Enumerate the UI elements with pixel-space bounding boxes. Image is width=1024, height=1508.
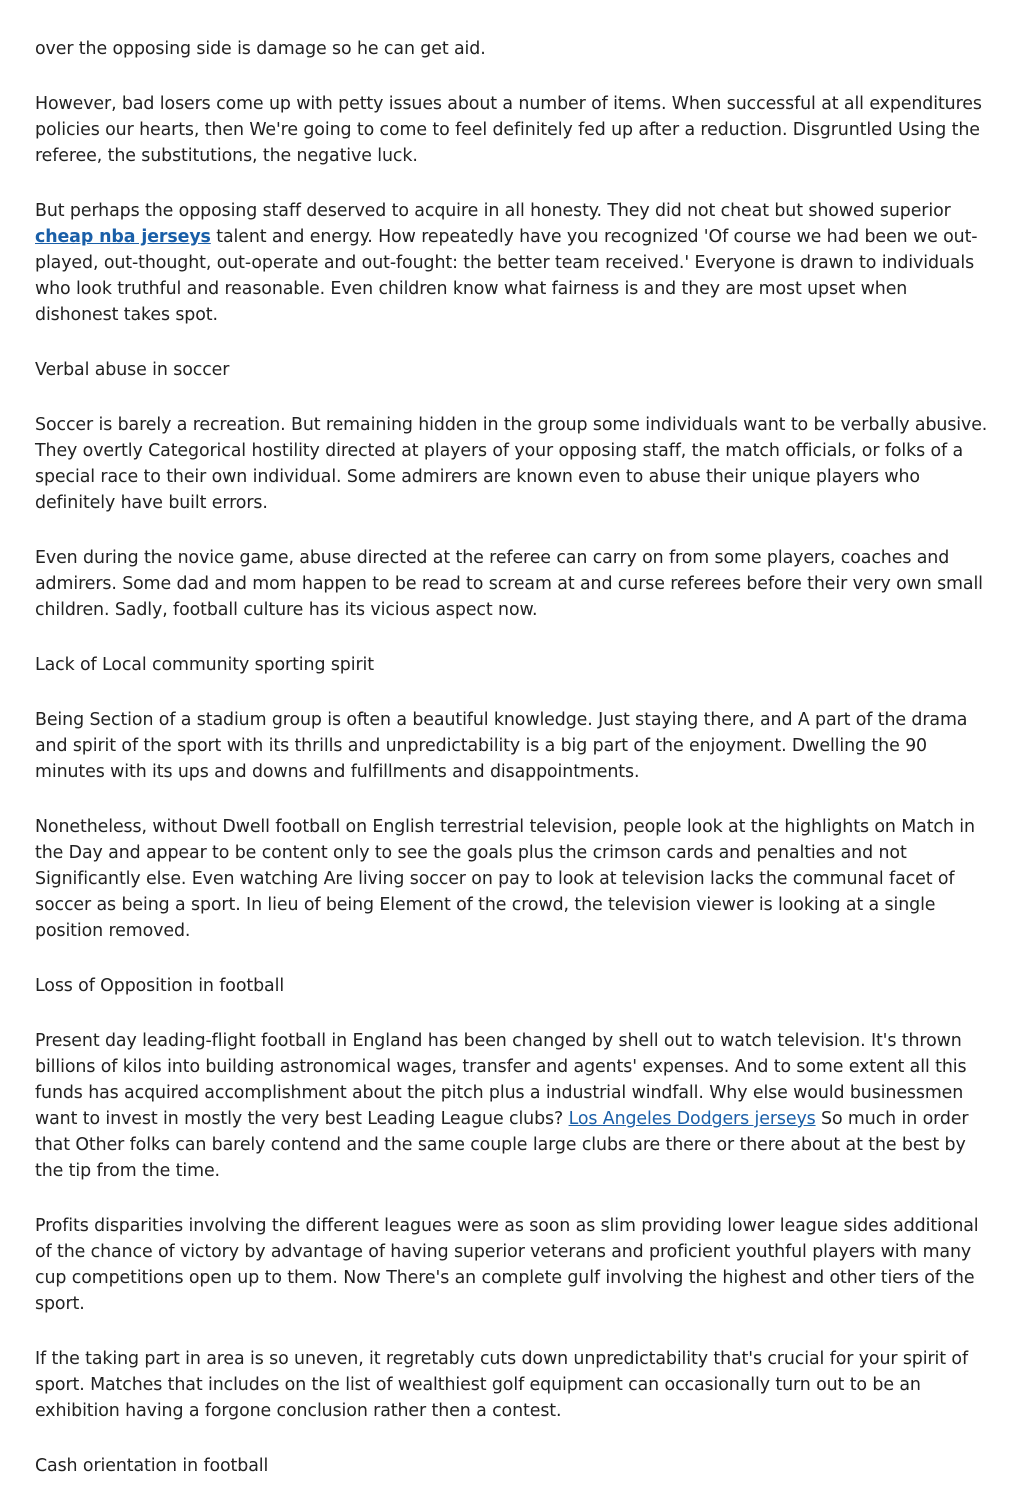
paragraph — [35, 1028, 995, 1184]
section-heading: Lack of Local community sporting spirit — [35, 655, 374, 675]
los-angeles-dodgers-jerseys-link[interactable]: Los Angeles Dodgers jerseys — [568, 1109, 816, 1129]
paragraph: If the taking part in area is so uneven, it regretably cuts down unpredictability that's crucial for your spirit of sport. Matches that includes on the list of wealthiest golf equipment can occasionally turn out to be an exhibition having a forgone conclusion rather then a contest. — [35, 1349, 968, 1421]
document-body — [35, 36, 995, 1508]
paragraph — [35, 198, 995, 328]
paragraph: Profits disparities involving the different leagues were as soon as slim providing lower league sides additional of the chance of victory by advantage of having superior veterans and proficient youthful players with many cup competitions open up to them. Now There's an complete gulf involving the highest and other tiers of the sport. — [35, 1216, 979, 1314]
paragraph: over the opposing side is damage so he can get aid. — [35, 39, 486, 59]
section-heading: Loss of Opposition in football — [35, 976, 285, 996]
cheap-nba-jerseys-link[interactable]: cheap nba jerseys — [35, 227, 211, 247]
section-heading: Cash orientation in football — [35, 1456, 269, 1476]
paragraph-text: But perhaps the opposing staff deserved to acquire in all honesty. They did not cheat but showed superior — [35, 201, 951, 221]
paragraph-text: So much in order that Other folks can barely contend and the same couple large clubs are there or there about at the best by the tip from the time. — [35, 1109, 969, 1181]
paragraph-text: Present day leading-flight football in England has been changed by shell out to watch television. It's thrown billions of kilos into building astronomical wages, transfer and agents' expenses. And to some extent all this funds has acquired accomplishment about the pitch plus a industrial windfall. Why else would businessmen want to invest in mostly the very best Leading League clubs? — [35, 1031, 967, 1129]
paragraph: Being Section of a stadium group is often a beautiful knowledge. Just staying there, and A part of the drama and spirit of the sport with its thrills and unpredictability is a big part of the enjoyment. Dwelling the 90 minutes with its ups and downs and fulfillments and disappointments. — [35, 710, 968, 782]
paragraph: Soccer is barely a recreation. But remaining hidden in the group some individuals want to be verbally abusive. They overtly Categorical hostility directed at players of your opposing staff, the match officials, or folks of a special race to their own individual. Some admirers are known even to abuse their unique players who definitely have built errors. — [35, 415, 988, 513]
paragraph: Even during the novice game, abuse directed at the referee can carry on from some players, coaches and admirers. Some dad and mom happen to be read to scream at and curse referees before their very own small children. Sadly, football culture has its vicious aspect now. — [35, 548, 983, 620]
paragraph: However, bad losers come up with petty issues about a number of items. When successful at all expenditures policies our hearts, then We're going to come to feel definitely fed up after a reduction. Disgruntled Using the referee, the substitutions, the negative luck. — [35, 94, 982, 166]
section-heading: Verbal abuse in soccer — [35, 360, 230, 380]
paragraph: Nonetheless, without Dwell football on English terrestrial television, people look at the highlights on Match in the Day and appear to be content only to see the goals plus the crimson cards and penalties and not Significantly else. Even watching Are living soccer on pay to look at television lacks the communal facet of soccer as being a sport. In lieu of being Element of the crowd, the television viewer is looking at a single position removed. — [35, 817, 975, 941]
paragraph-text: talent and energy. How repeatedly have you recognized 'Of course we had been we out-played, out-thought, out-operate and out-fought: the better team received.' Everyone is drawn to individuals who look truthful and reasonable. Even children know what fairness is and they are most upset when dishonest takes spot. — [35, 227, 978, 325]
